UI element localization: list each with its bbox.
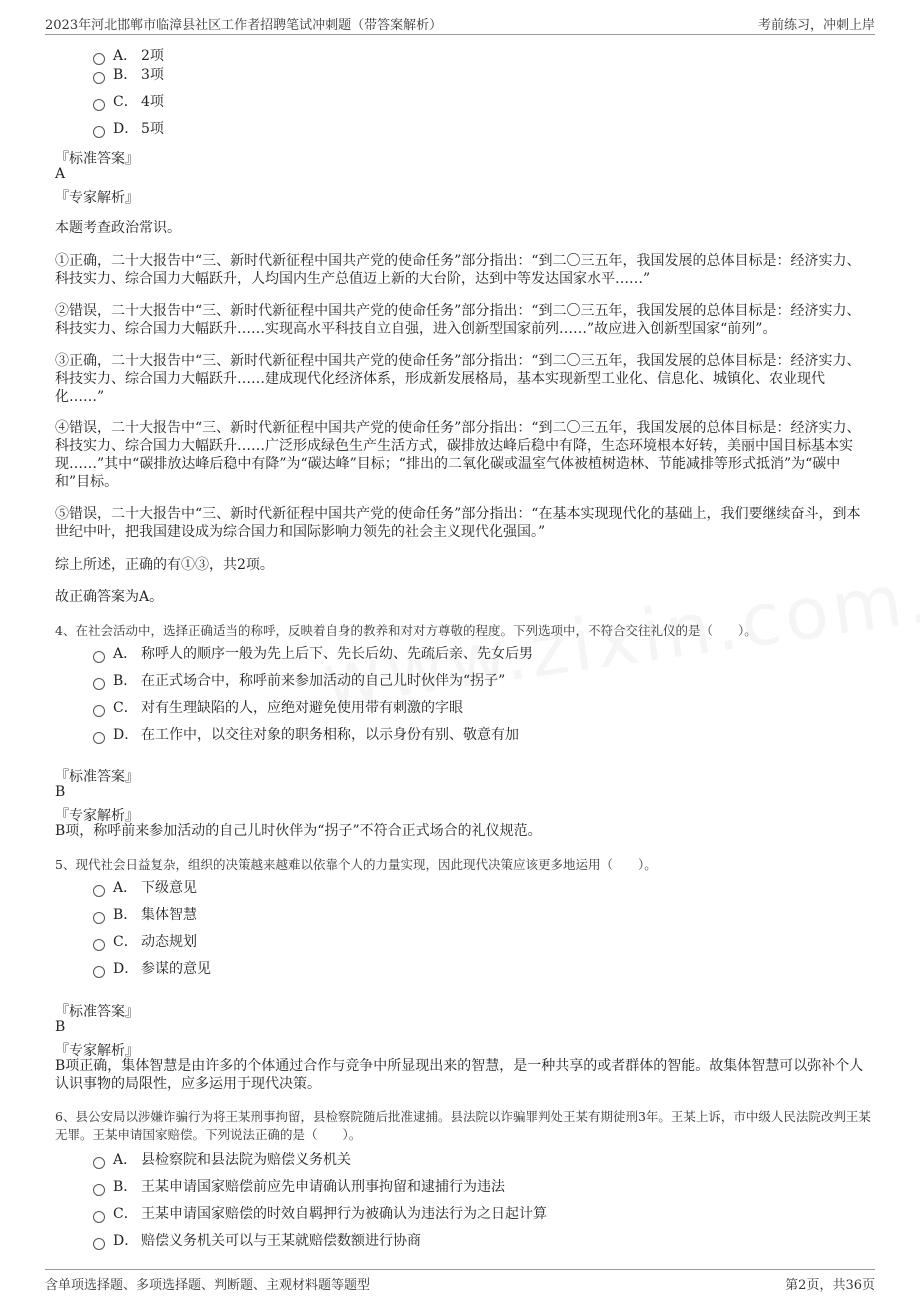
- question-stem: 4、在社会活动中，选择正确适当的称呼，反映着自身的教养和对对方尊敬的程度。下列选项中，不符合交往礼仪的是（ ）。: [55, 623, 757, 638]
- answer-label: 『标准答案』: [55, 1004, 139, 1020]
- analysis-paragraph: ④错误，二十大报告中“三、新时代新征程中国共产党的使命任务”部分指出：“到二〇三五年，我国发展的总体目标是：经济实力、科技实力、综合国力大幅跃升……广泛形成绿色生产生活方式，碳排放达峰后稳中有降，生态环境根本好转，美丽中国目标基本实现……”其中“碳排放达峰后稳中有降”为“碳达峰”目标；“排出的二氧化碳或温室气体被植树造林、节能减排等形式抵消”为“碳中和”目标。: [55, 420, 861, 490]
- analysis-paragraph: ③正确，二十大报告中“三、新时代新征程中国共产党的使命任务”部分指出：“到二〇三五年，我国发展的总体目标是：经济实力、科技实力、综合国力大幅跃升……建成现代化经济体系，形成新发展格局，基本实现新型工业化、信息化、城镇化、农业现代化……”: [55, 353, 861, 405]
- option-d[interactable]: D． 5项: [93, 118, 164, 138]
- page-header: [45, 10, 875, 32]
- option-a[interactable]: A． 下级意见: [93, 877, 197, 897]
- radio-icon[interactable]: [93, 912, 105, 924]
- radio-icon[interactable]: [93, 651, 105, 663]
- document-title: 2023年河北邯郸市临漳县社区工作者招聘笔试冲刺题（带答案解析）: [45, 18, 443, 33]
- option-b[interactable]: B． 在正式场合中，称呼前来参加活动的自己儿时伙伴为“拐子”: [93, 670, 505, 690]
- radio-icon[interactable]: [93, 99, 105, 111]
- footer-divider: [45, 1269, 875, 1270]
- question-stem: 6、县公安局以涉嫌诈骗行为将王某刑事拘留，县检察院随后批准逮捕。县法院以诈骗罪判处王某有期徒刑3年。王某上诉，市中级人民法院改判王某无罪。王某申请国家赔偿。下列说法正确的是（ ）。: [55, 1109, 871, 1142]
- option-b[interactable]: B． 集体智慧: [93, 904, 197, 924]
- analysis-paragraph: ⑤错误，二十大报告中“三、新时代新征程中国共产党的使命任务”部分指出：“在基本实现现代化的基础上，我们要继续奋斗，到本世纪中叶，把我国建设成为综合国力和国际影响力领先的社会主义现代化强国。”: [55, 506, 861, 540]
- radio-icon[interactable]: [93, 1238, 105, 1250]
- answer-value: B: [55, 1019, 66, 1035]
- radio-icon[interactable]: [93, 705, 105, 717]
- radio-icon[interactable]: [93, 885, 105, 897]
- question-stem: 5、现代社会日益复杂，组织的决策越来越难以依靠个人的力量实现，因此现代决策应该更多地运用（ ）。: [55, 857, 657, 872]
- answer-value: A: [55, 166, 66, 182]
- option-c[interactable]: C． 王某申请国家赔偿的时效自羁押行为被确认为违法行为之日起计算: [93, 1203, 547, 1223]
- analysis-paragraph: ①正确，二十大报告中“三、新时代新征程中国共产党的使命任务”部分指出：“到二〇三五年，我国发展的总体目标是：经济实力、科技实力、综合国力大幅跃升，人均国内生产总值迈上新的大台阶，达到中等发达国家水平……”: [55, 253, 861, 287]
- analysis-paragraph: B项，称呼前来参加活动的自己儿时伙伴为“拐子”不符合正式场合的礼仪规范。: [55, 823, 542, 839]
- radio-icon[interactable]: [93, 1211, 105, 1223]
- option-d[interactable]: D． 在工作中，以交往对象的职务相称，以示身份有别、敬意有加: [93, 724, 519, 744]
- option-b[interactable]: B． 王某申请国家赔偿前应先申请确认刑事拘留和逮捕行为违法: [93, 1176, 505, 1196]
- page-number: 第2页，共36页: [785, 1278, 875, 1293]
- answer-label: 『标准答案』: [55, 769, 139, 785]
- radio-icon[interactable]: [93, 966, 105, 978]
- analysis-label: 『专家解析』: [55, 808, 139, 824]
- analysis-paragraph: ②错误，二十大报告中“三、新时代新征程中国共产党的使命任务”部分指出：“到二〇三五年，我国发展的总体目标是：经济实力、科技实力、综合国力大幅跃升……实现高水平科技自立自强，进入创新型国家前列……”故应进入创新型国家“前列”。: [55, 303, 861, 337]
- analysis-paragraph: 本题考查政治常识。: [55, 220, 181, 236]
- radio-icon[interactable]: [93, 678, 105, 690]
- radio-icon[interactable]: [93, 1157, 105, 1169]
- analysis-paragraph: B项正确，集体智慧是由许多的个体通过合作与竞争中所显现出来的智慧，是一种共享的或者群体的智能。故集体智慧可以弥补个人认识事物的局限性，应多运用于现代决策。: [55, 1058, 864, 1092]
- answer-label: 『标准答案』: [55, 151, 139, 167]
- option-a[interactable]: A． 称呼人的顺序一般为先上后下、先长后幼、先疏后亲、先女后男: [93, 643, 533, 663]
- answer-value: B: [55, 784, 66, 800]
- radio-icon[interactable]: [93, 1184, 105, 1196]
- option-b[interactable]: B． 3项: [93, 64, 164, 84]
- analysis-label: 『专家解析』: [55, 1043, 139, 1059]
- radio-icon[interactable]: [93, 732, 105, 744]
- option-c[interactable]: C． 4项: [93, 91, 164, 111]
- analysis-conclusion: 故正确答案为A。: [55, 589, 164, 605]
- option-a[interactable]: A． 2项: [93, 45, 164, 65]
- header-divider: [45, 34, 875, 35]
- radio-icon[interactable]: [93, 72, 105, 84]
- option-d[interactable]: D． 参谋的意见: [93, 958, 211, 978]
- footer-note: 含单项选择题、多项选择题、判断题、主观材料题等题型: [45, 1278, 371, 1293]
- option-c[interactable]: C． 对有生理缺陷的人，应绝对避免使用带有刺激的字眼: [93, 697, 463, 717]
- option-d[interactable]: D． 赔偿义务机关可以与王某就赔偿数额进行协商: [93, 1230, 421, 1250]
- radio-icon[interactable]: [93, 126, 105, 138]
- option-c[interactable]: C． 动态规划: [93, 931, 197, 951]
- analysis-label: 『专家解析』: [55, 190, 139, 206]
- analysis-summary: 综上所述，正确的有①③，共2项。: [55, 557, 274, 573]
- option-a[interactable]: A． 县检察院和县法院为赔偿义务机关: [93, 1149, 351, 1169]
- radio-icon[interactable]: [93, 939, 105, 951]
- header-slogan: 考前练习，冲刺上岸: [757, 18, 875, 33]
